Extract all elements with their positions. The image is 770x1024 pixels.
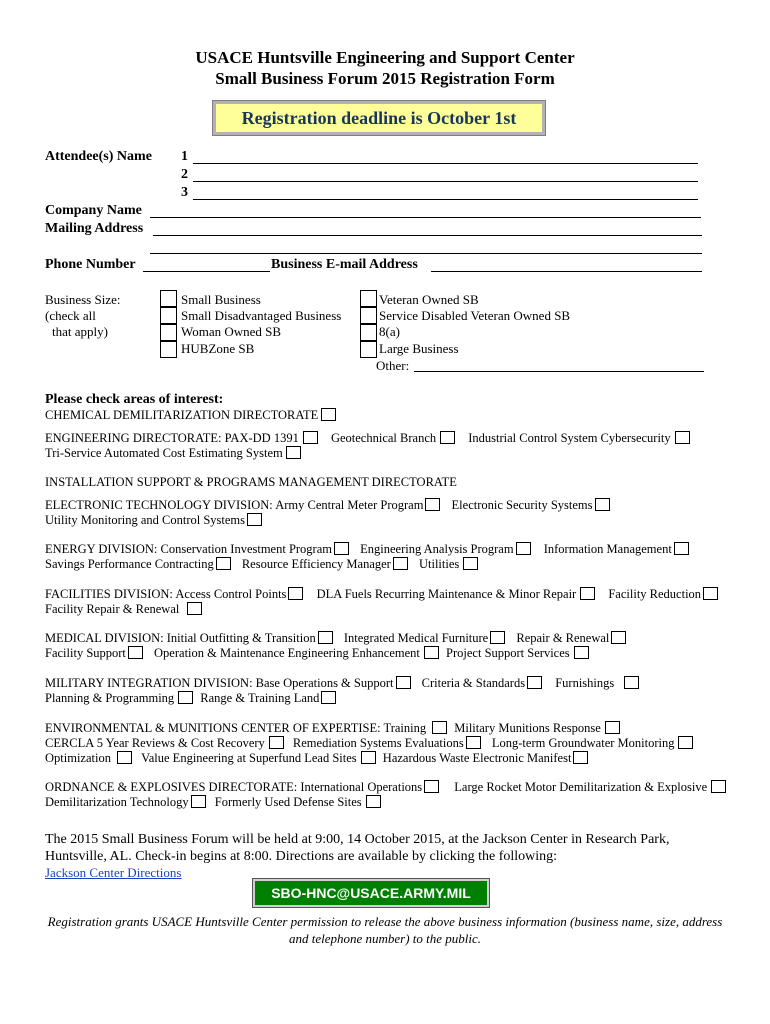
criteria-standards-label: Criteria & Standards [421,676,526,690]
project-support-checkbox[interactable] [574,646,589,659]
ics-cyber-label: Industrial Control System Cybersecurity [468,431,671,445]
intl-ops-label: ORDNANCE & EXPLOSIVES DIRECTORATE: International Operations [45,780,423,794]
interest-row [45,542,689,557]
hw-manifest-checkbox[interactable] [573,751,588,764]
release-note: Registration grants USACE Huntsville Center permission to release the above business information (business name, size, address and telephone number) to the public. [47,914,723,946]
large-business-checkbox[interactable] [360,341,377,358]
interest-row [45,498,610,513]
med-repair-label: Repair & Renewal [516,631,610,645]
base-ops-checkbox[interactable] [396,676,411,689]
interest-row [45,587,718,602]
veteran-owned-checkbox[interactable] [360,290,377,307]
range-land-label: Range & Training Land [200,691,320,705]
interest-row [45,691,336,706]
mailing-field-2[interactable] [150,253,702,254]
fuds-checkbox[interactable] [366,795,381,808]
outfitting-label: MEDICAL DIVISION: Initial Outfitting & Transition [45,631,316,645]
tri-service-label: Tri-Service Automated Cost Estimating System [45,446,283,460]
om-engineering-checkbox[interactable] [424,646,439,659]
med-repair-checkbox[interactable] [611,631,626,644]
interest-row [45,795,381,810]
hubzone-checkbox[interactable] [160,341,177,358]
interest-row [45,736,693,751]
criteria-standards-checkbox[interactable] [527,676,542,689]
interest-row [45,513,262,528]
isp-heading: INSTALLATION SUPPORT & PROGRAMS MANAGEMENT DIRECTORATE [45,475,457,489]
large-business-label: Large Business [379,341,459,356]
cercla-label: CERCLA 5 Year Reviews & Cost Recovery [45,736,265,750]
repair-renewal-label: Facility Repair & Renewal [45,602,180,616]
meter-program-label: ELECTRONIC TECHNOLOGY DIVISION: Army Central Meter Program [45,498,424,512]
interest-row [45,557,478,572]
attendee-3-number: 3 [181,185,188,200]
remediation-checkbox[interactable] [466,736,481,749]
woman-owned-checkbox[interactable] [160,324,177,341]
sdvosb-checkbox[interactable] [360,307,377,324]
facility-support-checkbox[interactable] [128,646,143,659]
mailing-field-1[interactable] [153,235,702,236]
email-field[interactable] [431,271,702,272]
company-label: Company Name [45,203,142,218]
directions-link[interactable]: Jackson Center Directions [45,865,182,880]
event-info-line2: Huntsville, AL. Check-in begins at 8:00. Directions are available by clicking the following: [45,849,558,864]
chem-demil-label: CHEMICAL DEMILITARIZATION DIRECTORATE [45,408,319,422]
security-systems-checkbox[interactable] [595,498,610,511]
email-button[interactable]: SBO-HNC@USACE.ARMY.MIL [253,879,489,907]
em-training-label: ENVIRONMENTAL & MUNITIONS CENTER OF EXPERTISE: Training [45,721,427,735]
cip-checkbox[interactable] [334,542,349,555]
hw-manifest-label: Hazardous Waste Electronic Manifest [382,751,572,765]
eap-label: Engineering Analysis Program [360,542,514,556]
cip-label: ENERGY DIVISION: Conservation Investment Program [45,542,332,556]
spc-checkbox[interactable] [216,557,231,570]
facility-reduction-checkbox[interactable] [703,587,718,600]
form-title-line2: Small Business Forum 2015 Registration Form [215,69,555,88]
attendee-3-field[interactable] [193,199,698,200]
small-disadvantaged-checkbox[interactable] [160,307,177,324]
repair-renewal-checkbox[interactable] [187,602,202,615]
rocket-motor-label: Large Rocket Motor Demilitarization & Explosive [454,780,708,794]
om-engineering-label: Operation & Maintenance Engineering Enhancement [154,646,420,660]
8a-checkbox[interactable] [360,324,377,341]
small-business-label: Small Business [181,292,261,307]
phone-label: Phone Number [45,257,136,272]
deadline-banner: Registration deadline is October 1st [213,101,545,135]
business-size-label: Business Size: [45,292,121,307]
attendee-2-field[interactable] [193,181,698,182]
facility-reduction-label: Facility Reduction [608,587,702,601]
geotech-label: Geotechnical Branch [330,431,437,445]
business-size-label-2: (check all [45,308,96,323]
value-engineering-checkbox[interactable] [361,751,376,764]
email-label: Business E-mail Address [271,257,418,272]
groundwater-checkbox[interactable] [678,736,693,749]
interest-row [45,676,639,691]
med-furniture-checkbox[interactable] [490,631,505,644]
facility-support-label: Facility Support [45,646,126,660]
planning-checkbox[interactable] [178,691,193,704]
event-info-line1: The 2015 Small Business Forum will be held at 9:00, 14 October 2015, at the Jackson Center in Research Park, [45,832,670,847]
munitions-response-label: Military Munitions Response [454,721,601,735]
med-furniture-label: Integrated Medical Furniture [343,631,489,645]
interest-row [45,446,301,461]
project-support-label: Project Support Services [446,646,570,660]
chem-demil-checkbox[interactable] [321,408,336,421]
interest-row [45,631,626,646]
demil-tech-label: Demilitarization Technology [45,795,189,809]
phone-field[interactable] [143,271,270,272]
fuds-label: Formerly Used Defense Sites [214,795,362,809]
form-title-line1: USACE Huntsville Engineering and Support Center [195,48,575,67]
utilities-checkbox[interactable] [463,557,478,570]
pax-dd-label: ENGINEERING DIRECTORATE: PAX-DD 1391 [45,431,299,445]
interest-row [45,780,726,795]
demil-tech-checkbox[interactable] [191,795,206,808]
attendee-1-field[interactable] [193,163,698,164]
mailing-label: Mailing Address [45,221,144,236]
spc-label: Savings Performance Contracting [45,557,214,571]
em-training-checkbox[interactable] [432,721,447,734]
planning-label: Planning & Programming [45,691,175,705]
pax-dd-checkbox[interactable] [303,431,318,444]
small-disadvantaged-label: Small Disadvantaged Business [181,308,342,323]
base-ops-label: MILITARY INTEGRATION DIVISION: Base Operations & Support [45,676,394,690]
munitions-response-checkbox[interactable] [605,721,620,734]
cercla-checkbox[interactable] [269,736,284,749]
tri-service-checkbox[interactable] [286,446,301,459]
outfitting-checkbox[interactable] [318,631,333,644]
acp-label: FACILITIES DIVISION: Access Control Points [45,587,287,601]
interest-row [45,751,588,766]
utilities-label: Utilities [418,557,460,571]
value-engineering-label: Value Engineering at Superfund Lead Sites [141,751,357,765]
security-systems-label: Electronic Security Systems [451,498,593,512]
range-land-checkbox[interactable] [321,691,336,704]
small-business-checkbox[interactable] [160,290,177,307]
furnishings-label: Furnishings [555,676,615,690]
8a-label: 8(a) [379,324,400,339]
other-field[interactable] [414,371,704,372]
info-mgmt-label: Information Management [543,542,672,556]
furnishings-checkbox[interactable] [624,676,639,689]
company-field[interactable] [150,217,701,218]
umcs-checkbox[interactable] [247,513,262,526]
umcs-label: Utility Monitoring and Control Systems [45,513,246,527]
attendee-1-number: 1 [181,149,188,164]
interests-heading: Please check areas of interest: [45,392,224,407]
optimization-label: Optimization [45,751,111,765]
interest-row [45,646,589,661]
groundwater-label: Long-term Groundwater Monitoring [491,736,675,750]
business-size-label-3: that apply) [52,324,108,339]
rem-checkbox[interactable] [393,557,408,570]
rem-label: Resource Efficiency Manager [241,557,391,571]
dla-fuels-checkbox[interactable] [580,587,595,600]
hubzone-label: HUBZone SB [181,341,255,356]
dla-fuels-label: DLA Fuels Recurring Maintenance & Minor Repair [316,587,577,601]
remediation-label: Remediation Systems Evaluations [292,736,464,750]
sdvosb-label: Service Disabled Veteran Owned SB [379,308,571,323]
geotech-checkbox[interactable] [440,431,455,444]
interest-row [45,602,202,617]
meter-program-checkbox[interactable] [425,498,440,511]
attendees-label: Attendee(s) Name [45,149,152,164]
interest-row [45,408,336,423]
intl-ops-checkbox[interactable] [424,780,439,793]
other-label: Other: [376,358,410,373]
rocket-motor-checkbox[interactable] [711,780,726,793]
ics-cyber-checkbox[interactable] [675,431,690,444]
eap-checkbox[interactable] [516,542,531,555]
woman-owned-label: Woman Owned SB [181,324,282,339]
veteran-owned-label: Veteran Owned SB [379,292,479,307]
interest-row [45,431,690,446]
optimization-checkbox[interactable] [117,751,132,764]
info-mgmt-checkbox[interactable] [674,542,689,555]
interest-row [45,721,620,736]
acp-checkbox[interactable] [288,587,303,600]
attendee-2-number: 2 [181,167,188,182]
